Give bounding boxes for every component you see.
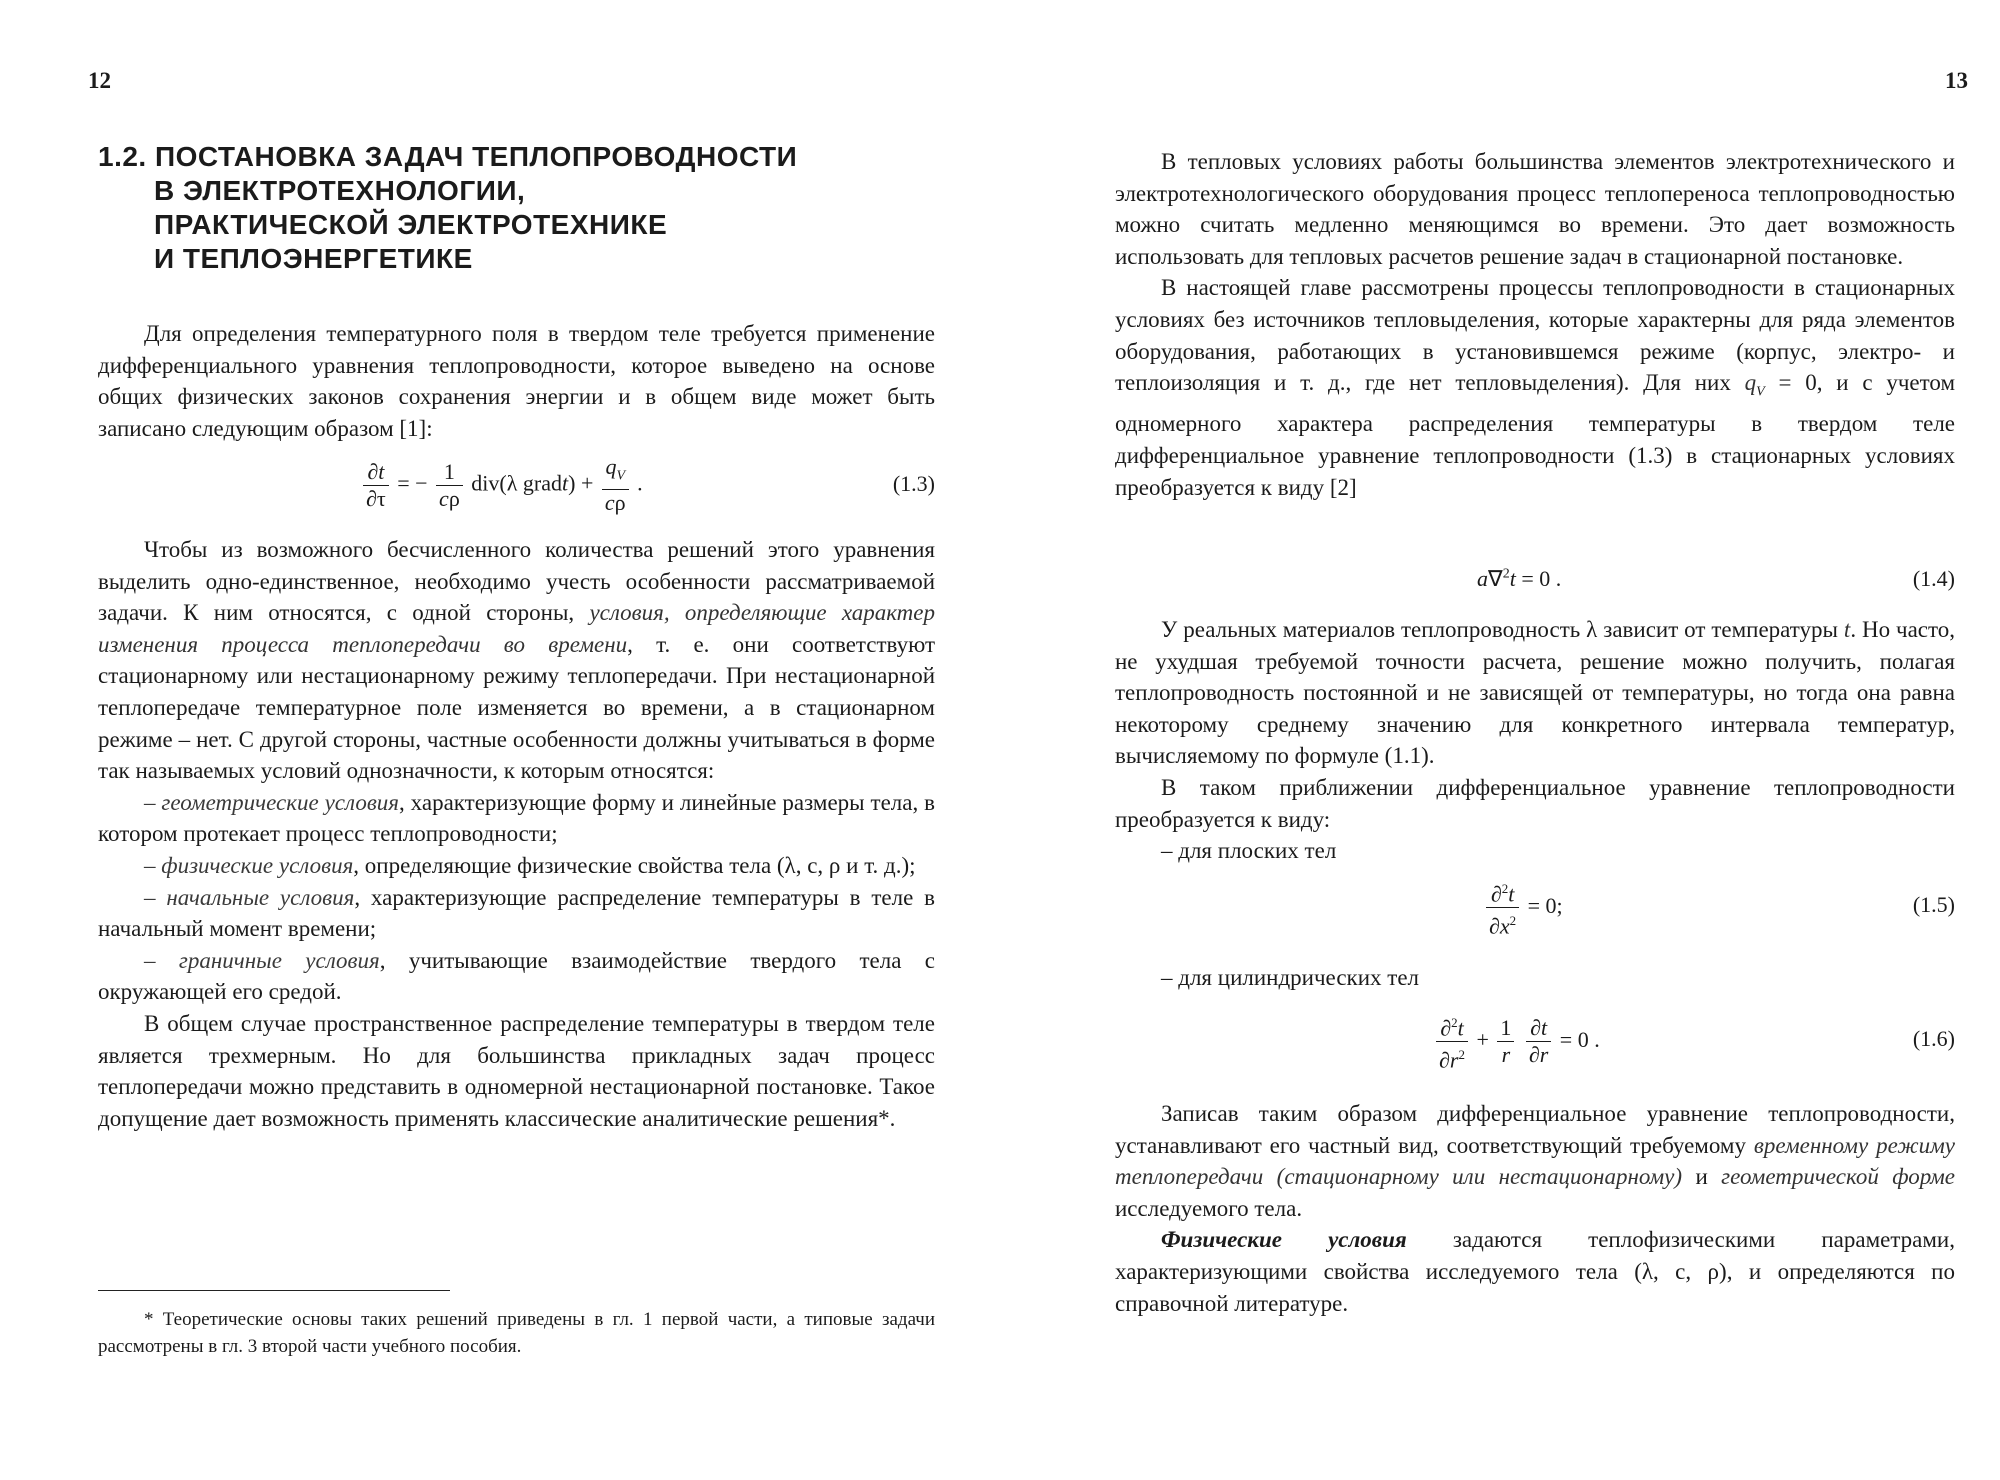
list-item-boundary: – граничные условия, учитывающие взаимодействие твердого тела с окружающей его средой.: [98, 947, 935, 1005]
equation-number-1-5: (1.5): [1912, 892, 1955, 917]
heading-line-2: В ЭЛЕКТРОТЕХНОЛОГИИ,: [154, 175, 526, 206]
left-paragraph-1: Для определения температурного поля в твердом теле требуется применение дифференциального уравнения теплопроводности, которое выведено на основе общих физических законов сохранения энергии и в общем виде может быть записано следующим образом [1]:: [98, 321, 935, 441]
heading-line-3: ПРАКТИЧЕСКОЙ ЭЛЕКТРОТЕХНИКЕ: [154, 209, 668, 240]
left-paragraph-2: Чтобы из возможного бесчисленного количества решений этого уравнения выделить одно-единственное, необходимо учесть особенности рассматриваемой задачи. К ним относятся, с одной стороны, условия, определяющие характер изменения процесса теплопередачи во времени, т. е. они соответствуют стационарному или нестационарному режиму теплопередачи. При нестационарной теплопередаче температурное поле изменяется во времени, а в стационарном режиме – нет. С другой стороны, частные особенности должны учитываться в форме так называемых условий однозначности, к которым относятся: – геометрические условия, характеризующие форму и линейные размеры тела, в котором протекает процесс теплопроводности; – физические условия, определяющие физические свойства тела (λ, c, ρ и т. д.); – начальные условия, характеризующие распределение температуры в теле в начальный момент времени; – граничные условия, учитывающие взаимодействие твердого тела с окружающей его средой. В общем случае пространственное распределение температуры в твердом теле является трехмерным. Но для большинства прикладных задач процесс теплопередачи можно представить в одномерной нестационарной постановке. Такое допущение дает возможность применять классические аналитические решения*.: [98, 534, 935, 1134]
equation-number-1-3: (1.3): [892, 471, 935, 496]
right-paragraph-4: В таком приближении дифференциальное уравнение теплопроводности преобразуется к виду:: [1115, 774, 1955, 832]
right-paragraph-3: У реальных материалов теплопроводность λ зависит от температуры t. Но часто, не ухудшая требуемой точности расчета, решение можно получить, полагая теплопроводность постоянной и не зависящей от температуры, но тогда она равна некоторому среднему значению для конкретного интервала температур, вычисляемому по формуле (1.1). В таком приближении дифференциальное уравнение теплопроводности преобразуется к виду: – для плоских тел: [1115, 614, 1955, 867]
formula-cylindrical: $\frac{\partial^2t}{\partial r^2}$ + $\frac{1}{r}$ $\frac{\partial t}{\partial r}$ = 0 .: [1433, 1010, 1600, 1074]
formula-laplace: a∇$^2$t = 0 .: [1477, 566, 1562, 591]
section-heading: [98, 140, 935, 276]
footnote: * Теоретические основы таких решений приведены в гл. 1 первой части, а типовые задачи рассмотрены в гл. 3 второй части учебного пособия.: [98, 1309, 935, 1357]
right-paragraph-1: В тепловых условиях работы большинства элементов электротехнического и электротехнологического оборудования процесс теплопереноса теплопроводностью можно считать медленно меняющимся во времени. Это дает возможность использовать для тепловых расчетов решение задач в стационарной постановке. В настоящей главе рассмотрены процессы теплопроводности в стационарных условиях без источников тепловыделения, которые характерны для ряда элементов оборудования, работающих в установившемся режиме (корпус, электро- и теплоизоляция и т. д., где нет тепловыделения). Для них $q_V = 0$, и с учетом одномерного характера распределения температуры в твердом теле дифференциальное уравнение теплопроводности (1.3) в стационарных условиях преобразуется к виду [2]: [1115, 146, 1955, 503]
page-number-right: 13: [1945, 68, 1968, 93]
equation-1-3: [98, 454, 935, 514]
right-paragraph-5: Записав таким образом дифференциальное уравнение теплопроводности, устанавливают его частный вид, соответствующий требуемому временному режиму теплопередачи (стационарному или нестационарному) и геометрической форме исследуемого тела. Физические условия задаются теплофизическими параметрами, характеризующими свойства исследуемого тела (λ, c, ρ), и определяются по справочной литературе.: [1115, 1098, 1955, 1319]
label-flat-bodies: – для плоских тел: [1161, 838, 1337, 864]
page-number-left: 12: [88, 68, 111, 93]
label-cylindrical-wrap: [1115, 962, 1955, 994]
equation-1-6: [1115, 1010, 1955, 1073]
heading-line-1: 1.2. ПОСТАНОВКА ЗАДАЧ ТЕПЛОПРОВОДНОСТИ: [98, 141, 798, 172]
heading-line-4: И ТЕПЛОЭНЕРГЕТИКЕ: [154, 243, 473, 274]
right-paragraph-6: Физические условия задаются теплофизическими параметрами, характеризующими свойства исследуемого тела (λ, c, ρ), и определяются по справочной литературе.: [1115, 1227, 1955, 1316]
list-item-physical: – физические условия, определяющие физические свойства тела (λ, c, ρ и т. д.);: [144, 852, 916, 878]
label-cylindrical-bodies: – для цилиндрических тел: [1161, 965, 1420, 990]
equation-number-1-6: (1.6): [1912, 1026, 1955, 1051]
formula-flat: $\frac{\partial^2t}{\partial x^2}$ = 0;: [1483, 876, 1563, 940]
list-item-initial: – начальные условия, характеризующие распределение температуры в теле в начальный момент времени;: [98, 884, 936, 942]
equation-number-1-4: (1.4): [1912, 566, 1955, 591]
left-paragraph-3: В общем случае пространственное распределение температуры в твердом теле является трехмерным. Но для большинства прикладных задач процесс теплопередачи можно представить в одномерной нестационарной постановке. Такое допущение дает возможность применять классические аналитические решения*.: [98, 1010, 935, 1131]
equation-1-5: [1115, 876, 1955, 939]
formula-heat-equation: $\frac{\partial t}{\partial\tau}$ = − $\frac{1}{c\rho}$ div(λ gradt) + $\frac{q_V}{c\rho}$ .: [360, 454, 643, 516]
footnote-rule: [98, 1290, 450, 1291]
list-item-geometric: – геометрические условия, характеризующие форму и линейные размеры тела, в котором протекает процесс теплопроводности;: [98, 789, 935, 847]
right-paragraph-2: В настоящей главе рассмотрены процессы теплопроводности в стационарных условиях без источников тепловыделения, которые характерны для ряда элементов оборудования, работающих в установившемся режиме (корпус, электро- и теплоизоляция и т. д., где нет тепловыделения). Для них $q_V = 0$, и с учетом одномерного характера распределения температуры в твердом теле дифференциальное уравнение теплопроводности (1.3) в стационарных условиях преобразуется к виду [2]: [1115, 275, 1956, 500]
